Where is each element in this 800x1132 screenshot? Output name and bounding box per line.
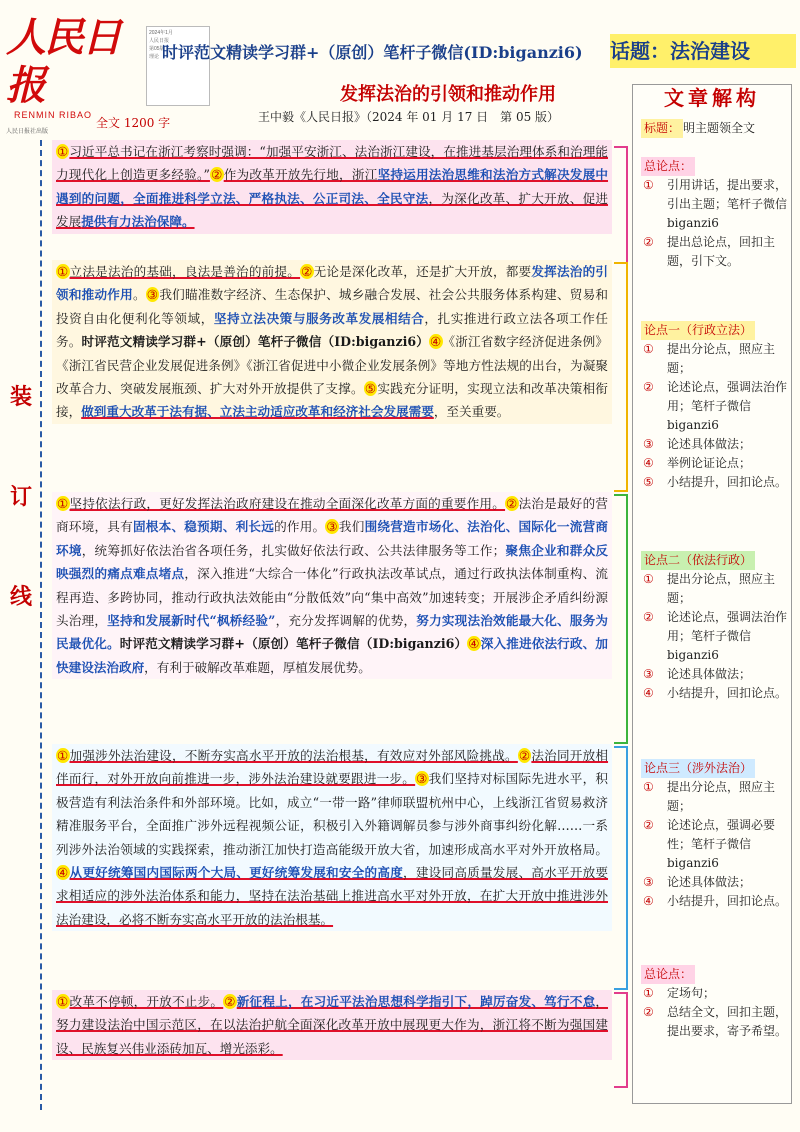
item-text: 小结提升，回扣论点。 — [667, 686, 788, 700]
header-title: 时评范文精读学习群+（原创）笔杆子微信(ID:biganzi6) — [162, 43, 583, 62]
structure-item — [641, 378, 787, 435]
paragraph-3 — [52, 492, 612, 679]
text-segment: ，至关重要。 — [433, 404, 510, 420]
structure-item — [641, 176, 787, 233]
text-segment: 时评范文精读学习群+（原创）笔杆子微信（ID:biganzi6） — [81, 334, 430, 350]
text-segment: 固根本、稳预期、利长远 — [132, 519, 275, 535]
item-number: ② — [643, 1005, 654, 1019]
sentence-number: ② — [210, 167, 223, 183]
article-title: 发挥法治的引领和推动作用 — [340, 84, 556, 105]
text-segment: 加强涉外法治建设，不断夯实高水平开放的法治根基，有效应对外部风险挑战。 — [69, 748, 518, 763]
item-number: ⑤ — [643, 475, 654, 489]
item-number: ① — [643, 572, 654, 586]
text-segment: 深入推进依法行政、加快建设法治政府 — [56, 636, 609, 675]
text-segment: ，努力建设法治中国示范区，在以法治护航全面深化改革开放中展现更大作为，浙江将不断为强国建设、民族复兴伟业添砖加瓦、增光添彩。 — [56, 994, 609, 1056]
structure-bracket — [614, 146, 628, 264]
sentence-number: ① — [57, 264, 69, 279]
structure-item — [641, 454, 787, 473]
item-text: 论述具体做法； — [667, 667, 752, 681]
item-text: 提出分论点，照应主题； — [667, 342, 776, 375]
text-segment: 做到重大改革于法有据、立法主动适应改革和经济社会发展需要 — [81, 404, 434, 420]
binding-char: 线 — [10, 584, 33, 610]
item-text: 引用讲话，提出要求，引出主题；笔杆子微信 biganzi6 — [667, 178, 788, 230]
text-segment: 提供有力法治保障。 — [81, 214, 195, 230]
structure-bracket — [614, 494, 628, 744]
item-text: 提出分论点，照应主题； — [667, 572, 776, 605]
text-segment: 聚焦企业和群众反映强烈的痛点难点堵点 — [56, 542, 609, 582]
thumb-line: 第05版 — [149, 46, 165, 52]
text-segment: 法治是最好的营商环境，具有 — [56, 496, 609, 535]
section-tag: 论点一（行政立法） — [641, 321, 755, 340]
item-number: ④ — [643, 686, 654, 700]
structure-section — [641, 321, 787, 492]
structure-bracket — [614, 262, 628, 492]
item-number: ① — [643, 986, 654, 1000]
sentence-number: ③ — [146, 287, 159, 303]
structure-item — [641, 435, 787, 454]
sentence-number: ② — [518, 748, 531, 763]
item-number: ④ — [643, 456, 654, 470]
text-segment: 习近平总书记在浙江考察时强调：“加强平安浙江、法治浙江建设，在推进基层治理体系和治理能力现代化上创造更多经验。” — [56, 144, 608, 183]
item-number: ④ — [643, 894, 654, 908]
text-segment: 。 — [132, 287, 146, 303]
sentence-number: ② — [506, 496, 518, 511]
structure-section — [641, 551, 787, 703]
text-segment: ，充分发挥调解的优势， — [275, 613, 417, 629]
structure-panel — [632, 84, 792, 1104]
sentence-number: ① — [57, 748, 69, 763]
text-segment: 从更好统筹国内国际两个大局、更好统筹发展和安全的高度 — [69, 865, 404, 881]
text-segment: 坚持运用法治思维和法治方式解决发展中遇到的问题，全面推进科学立法、严格执法、公正司法、全民守法 — [56, 167, 609, 206]
text-segment: 新征程上，在习近平法治思想科学指引下，踔厉奋发、笃行不怠 — [236, 994, 596, 1009]
structure-item — [641, 873, 787, 892]
text-segment: 我们瞄准数字经济、生态保护、城乡融合发展、社会公共服务体系构建、贸易和投资自由化便利化等领域， — [56, 287, 609, 326]
section-tag: 标题： — [641, 119, 683, 138]
text-segment: 实践充分证明，实现立法和改革决策相衔接， — [56, 381, 609, 420]
topic-label: 话题：法治建设 — [610, 34, 796, 68]
item-text: 提出分论点，照应主题； — [667, 780, 776, 813]
text-segment: ，统筹抓好依法治省各项任务，扎实做好依法行政、公共法律服务等工作； — [81, 542, 506, 558]
item-text: 论述论点，强调必要性；笔杆子微信 biganzi6 — [667, 818, 776, 870]
binding-dashed-line — [40, 140, 42, 1110]
text-segment: 《浙江省数字经济促进条例》《浙江省民营企业发展促进条例》《浙江省促进中小微企业发展条例》等地方性法规的出台，为凝聚改革合力、突破发展瓶颈、扩大对外开放提供了支撑。 — [56, 334, 608, 397]
structure-bracket — [614, 992, 628, 1088]
thumb-line: 人民日报 — [149, 38, 170, 44]
structure-item — [641, 984, 787, 1003]
paragraph-1 — [52, 140, 612, 234]
paragraph-4 — [52, 744, 612, 931]
newspaper-logo: 人民日报 — [6, 14, 120, 109]
item-text: 论述论点，强调法治作用；笔杆子微信 biganzi6 — [667, 610, 788, 662]
sentence-number: ① — [57, 144, 69, 159]
item-text: 总结全文，回扣主题，提出要求，寄予希望。 — [667, 1005, 788, 1038]
item-number: ② — [643, 235, 654, 249]
item-text: 提出总论点，回扣主题，引下文。 — [667, 235, 776, 268]
item-number: ② — [643, 380, 654, 394]
structure-item — [641, 340, 787, 378]
item-number: ② — [643, 610, 654, 624]
structure-item — [641, 816, 787, 873]
structure-item — [641, 778, 787, 816]
text-segment: 坚持立法决策与服务改革发展相结合 — [213, 310, 425, 326]
text-segment: ，为深化改革、扩大开放、促进发展 — [56, 190, 609, 230]
text-segment: 努力实现法治效能最大化、服务为民最优化。 — [56, 613, 608, 652]
sentence-number: ④ — [430, 334, 442, 350]
text-segment: 时评范文精读学习群+（原创）笔杆子微信（ID:biganzi6） — [119, 636, 468, 652]
structure-title: 文章解构 — [664, 86, 760, 110]
masthead-small-print: 人民日报社出版 — [6, 129, 49, 135]
text-segment: 改革不停顿，开放不止步。 — [69, 994, 224, 1009]
structure-item — [641, 473, 787, 492]
structure-section — [641, 119, 787, 138]
item-text: 小结提升，回扣论点。 — [667, 894, 788, 908]
text-segment: 立法是法治的基础，良法是善治的前提。 — [69, 264, 301, 279]
sentence-number: ④ — [57, 865, 69, 881]
sentence-number: ④ — [468, 636, 480, 652]
binding-char: 订 — [10, 484, 33, 510]
item-text: 小结提升，回扣论点。 — [667, 475, 788, 489]
newspaper-logo-en: RENMIN RIBAO — [14, 110, 93, 120]
section-tag: 论点三（涉外法治） — [641, 759, 755, 778]
text-segment: ，深入推进“大综合一体化”行政执法改革试点，通过行政执法体制重构、流程再造、多跨协同，推动行政执法效能由“分散低效”向“集中高效”加速转变；开展涉企矛盾纠纷源头治理， — [56, 566, 608, 629]
item-number: ③ — [643, 667, 654, 681]
paragraph-5 — [52, 990, 612, 1060]
newspaper-thumbnail — [146, 26, 210, 106]
text-segment: ，有利于破解改革难题，厚植发展优势。 — [144, 659, 371, 675]
structure-item — [641, 1003, 787, 1041]
thumb-line: 2024年1月 — [149, 30, 173, 36]
thumb-line: 理论 — [149, 54, 160, 60]
sentence-number: ③ — [416, 771, 428, 787]
item-number: ① — [643, 178, 654, 192]
word-count: 全文 1200 字 — [96, 116, 171, 130]
item-text: 论述论点，强调法治作用；笔杆子微信 biganzi6 — [667, 380, 788, 432]
sentence-number: ① — [57, 496, 69, 511]
structure-section — [641, 759, 787, 911]
sentence-number: ② — [224, 994, 236, 1009]
item-text: 论述具体做法； — [667, 875, 752, 889]
structure-item — [641, 570, 787, 608]
structure-section — [641, 965, 787, 1041]
paragraph-2 — [52, 260, 612, 424]
binding-line-label — [6, 140, 36, 1120]
section-tag: 论点二（依法行政） — [641, 551, 755, 570]
text-segment: 发挥法治的引领和推动作用 — [56, 264, 609, 303]
structure-section — [641, 157, 787, 271]
section-tag: 总论点： — [641, 965, 695, 984]
item-number: ③ — [643, 875, 654, 889]
text-segment: 我们坚持对标国际先进水平，积极营造有利法治条件和外部环境。比如，成立“一带一路”律师联盟杭州中心，上线浙江省贸易救济精准服务平台，全面推广涉外远程视频公证，积极引入外籍调解员参与涉外商事纠纷化解……一系列涉外法治领域的实践探索，推动浙江加快打造高能级开放大省，加速形成高水平对外开放格局。 — [56, 771, 609, 857]
text-segment: 无论是深化改革，还是扩大开放，都要 — [313, 264, 532, 279]
text-segment: 法治同开放相伴而行，对外开放向前推进一步，涉外法治建设就要跟进一步。 — [56, 748, 609, 787]
item-text: 举例论证论点； — [667, 456, 752, 470]
sentence-number: ② — [301, 264, 313, 279]
structure-bracket — [614, 746, 628, 990]
item-number: ② — [643, 818, 654, 832]
text-segment: 的作用。 — [274, 519, 326, 535]
item-text: 论述具体做法； — [667, 437, 752, 451]
structure-item — [641, 233, 787, 271]
sentence-number: ⑤ — [364, 381, 377, 397]
sentence-number: ③ — [326, 519, 338, 535]
structure-item — [641, 684, 787, 703]
text-segment: 坚持和发展新时代“枫桥经验” — [107, 613, 276, 629]
sentence-number: ① — [57, 994, 69, 1009]
item-number: ③ — [643, 437, 654, 451]
text-segment: 围绕营造市场化、法治化、国际化一流营商环境 — [56, 519, 609, 558]
text-segment: 坚持依法行政，更好发挥法治政府建设在推动全面深化改革方面的重要作用。 — [69, 496, 506, 511]
section-inline-text: 明主题领全文 — [683, 121, 756, 135]
structure-item — [641, 665, 787, 684]
text-segment: 我们 — [338, 519, 365, 535]
item-text: 定场句； — [667, 986, 716, 1000]
text-segment: ，建设同高质量发展、高水平开放要求相适应的涉外法治体系和能力，坚持在法治基础上推进高水平对外开放，在扩大开放中推进涉外法治建设，必将不断夯实高水平开放的法治根基。 — [56, 865, 609, 927]
section-tag: 总论点： — [641, 157, 695, 176]
structure-item — [641, 892, 787, 911]
byline: 王中毅《人民日报》（2024 年 01 月 17 日 第 05 版） — [258, 110, 560, 124]
binding-char: 装 — [10, 384, 33, 410]
text-segment: 作为改革开放先行地，浙江 — [223, 167, 378, 183]
structure-item — [641, 608, 787, 665]
item-number: ① — [643, 780, 654, 794]
item-number: ① — [643, 342, 654, 356]
text-segment: ，扎实推进行政立法各项工作任务。 — [56, 310, 608, 350]
